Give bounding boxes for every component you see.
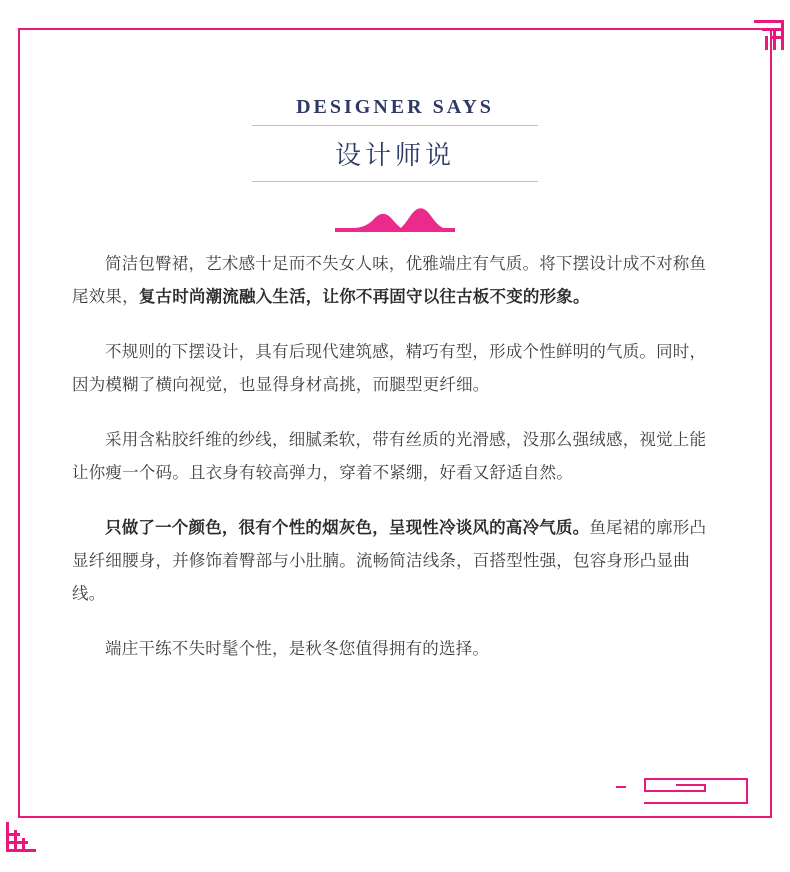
flourish-ornament-bottom-right <box>616 776 748 810</box>
paragraph-1-seg-1: 简洁包臀裙，艺术感十足而不失女人味，优雅端庄有气质。将下摆设计成不对称鱼尾效果， <box>72 255 707 306</box>
corner-ornament-top-right <box>754 20 784 50</box>
header-divider-bottom <box>252 181 538 182</box>
paragraph-2 <box>72 336 718 402</box>
mountain-wave-icon <box>335 198 455 232</box>
paragraph-1-seg-2: 复古时尚潮流融入生活，让你不再固守以往古板不变的形象。 <box>138 288 590 306</box>
page-title-chinese: 设计师说 <box>334 140 455 170</box>
header-divider-top <box>252 125 538 126</box>
header-block <box>0 96 790 237</box>
paragraph-1 <box>72 248 718 314</box>
paragraph-4 <box>72 512 718 611</box>
paragraph-3-seg-1: 采用含粘胶纤维的纱线，细腻柔软，带有丝质的光滑感，没那么强绒感，视觉上能让你瘦一个码。且衣身有较高弹力，穿着不紧绷，好看又舒适自然。 <box>72 431 707 482</box>
designer-says-body <box>72 248 718 688</box>
paragraph-3 <box>72 424 718 490</box>
paragraph-5 <box>72 633 718 666</box>
page-title-english: DESIGNER SAYS <box>296 96 494 118</box>
paragraph-4-seg-1: 只做了一个颜色，很有个性的烟灰色，呈现性冷谈风的高冷气质。 <box>105 519 590 537</box>
paragraph-2-seg-1: 不规则的下摆设计，具有后现代建筑感，精巧有型，形成个性鲜明的气质。同时，因为模糊了横向视觉，也显得身材高挑，而腿型更纤细。 <box>72 343 707 394</box>
corner-ornament-bottom-left <box>6 822 36 852</box>
paragraph-4-seg-2: 鱼尾裙的廓形凸显纤细腰身，并修饰着臀部与小肚腩。流畅简洁线条，百搭型性强，包容身形凸显曲线。 <box>72 519 707 603</box>
paragraph-5-seg-1: 端庄干练不失时髦个性，是秋冬您值得拥有的选择。 <box>105 640 490 658</box>
